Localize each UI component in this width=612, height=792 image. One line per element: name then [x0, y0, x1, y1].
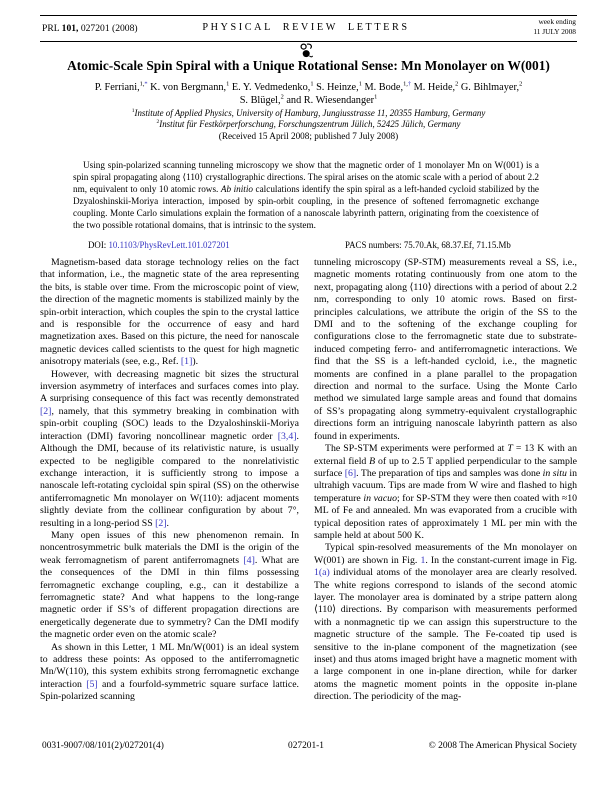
column-left	[40, 257, 299, 727]
author-line-2: S. Blügel,$^2$ and R. Wiesendanger$^1$	[239, 93, 378, 106]
link[interactable]: [3,4]	[277, 430, 297, 442]
link[interactable]: 1	[420, 554, 426, 566]
prl-ornament-icon	[0, 43, 612, 58]
journal-citation: PRL 101, 027201 (2008)	[42, 23, 138, 34]
paragraph: The SP-STM experiments were performed at T = 13 K with an external field B of up to 2.5 T applied perpendicular to the sample surface [6]. The preparation of tips and samples was done in situ in ultrahigh vacuum. Tips are made from W wire and flashed to high temperature in vacuo; for SP-STM they were then coated with ≈10 ML of Fe and annealed. Mn was evaporated from a crucible with typical deposition rates of approximately 1 ML per min with the sample held at about 500 K.	[314, 443, 577, 541]
author-line-1: P. Ferriani,$^{1,*}$ K. von Bergmann,$^1$ E. Y. Vedmedenko,$^1$ S. Heinze,$^1$ M. Bode,$^{1,\dagger}$ M. Heide,$^2$ G. Bihlmayer,$^2$	[94, 80, 523, 93]
journal-name: PHYSICAL REVIEW LETTERS	[202, 22, 410, 33]
affiliation-1: $^1$Institute of Applied Physics, University of Hamburg, Jungiusstrasse 11, 20355 Hamburg, Germany	[131, 108, 486, 118]
paragraph: As shown in this Letter, 1 ML Mn/W(001) is an ideal system to address these points: As opposed to the antiferromagnetic Mn/W(110), this system exhibits strong ferromagnetic exchange interaction [5] and a fourfold-symmetric square surface lattice. Spin-polarized scanning	[40, 641, 299, 703]
abstract: Using spin-polarized scanning tunneling microscopy we show that the magnetic order of 1 monolayer Mn on W(001) is a spin spiral propagating along ⟨110⟩ crystallographic directions. The spiral arises on the atomic scale with a period of about 2.2 nm, equivalent to only 10 atomic rows. Ab initio calculations identify the spin spiral as a left-handed cycloid stabilized by the Dzyaloshinskii-Moriya interaction, imposed by spin-orbit coupling, in the presence of softened ferromagnetic exchange coupling. Monte Carlo simulations explain the formation of a nanoscale labyrinth pattern, originating from the coexistence of the two possible rotational domains, that is intrinsic to the system.	[73, 160, 539, 230]
article-title: Atomic-Scale Spin Spiral with a Unique Rotational Sense: Mn Monolayer on W(001)	[67, 58, 550, 73]
link[interactable]: [2]	[40, 405, 52, 417]
link[interactable]: [6]	[344, 467, 357, 479]
paragraph: Magnetism-based data storage technology relies on the fact that information, i.e., the magnetic state of the area representing the bits, is stable over time. From the microscopic point of view, the direction of the magnetic moments is stabilized mainly by the spin-orbit interaction, which couples the spin to the crystal lattice and is responsible for the occurrence of easy and hard magnetization axes. Based on this picture, the need for nanoscale magnetic devices called scientists to the quest for high magnetic anisotropy materials (see, e.g., Ref. [1]).	[40, 257, 299, 368]
paragraph: However, with decreasing magnetic bit sizes the structural inversion asymmetry of interfaces and surfaces comes into play. A surprising consequence of this fact was recently demonstrated [2], namely, that this symmetry breaking in combination with spin-orbit coupling (SOC) leads to the Dzyaloshinskii-Moriya interaction (DMI) favoring noncollinear magnetic order [3,4]. Although the DMI, because of its relativistic nature, is usually expected to be negligible compared to the nonrelativistic exchange interaction, it is sufficiently strong to impose a nanoscale left-rotating cycloidal spin spiral (SS) on the otherwise antiferromagnetic Mn monolayer on W(110): adjacent moments slightly deviate from the collinear configuration by about 7°, resulting in a long-period SS [2].	[40, 368, 299, 529]
paragraph: Typical spin-resolved measurements of the Mn monolayer on W(001) are shown in Fig. 1. In the constant-current image in Fig. 1(a) individual atoms of the monolayer area are clearly resolved. The white regions correspond to islands of the second atomic layer. The monolayer area is dominated by a stripe pattern along ⟨110⟩ directions. By comparison with measurements performed with a nonmagnetic tip we can assign this superstructure to the magnetic structure of the sample. The Fe-coated tip used is sensitive to the in-plane component of the magnetization (see inset) and thus atoms imaged bright have a magnetic moment with a large component in one in-plane direction, while for darker atoms the magnetic moment points in the opposite in-plane direction. The periodicity of the mag-	[314, 542, 577, 703]
author-list	[40, 82, 577, 107]
issue-date-line2: 11 JULY 2008	[533, 26, 576, 36]
link[interactable]: [5]	[86, 678, 98, 690]
link[interactable]: [1]	[180, 356, 193, 368]
pacs-line: PACS numbers: 75.70.Ak, 68.37.Ef, 71.15.Mb	[345, 240, 511, 250]
doi-line: DOI: 10.1103/PhysRevLett.101.027201	[88, 240, 230, 250]
paragraph: Many open issues of this new phenomenon remain. In noncentrosymmetric bulk materials the DMI is the origin of the weak ferromagnetism of parent antiferromagnets [4]. What are the consequences of the DMI in thin films possessing ferromagnetic exchange coupling, e.g., can it destabilize a ferromagnetic state? And what happens to the long-range magnetic order if SS’s of different propagation directions are energetically degenerate due to symmetry? Can the DMI modify the magnetic order even on the atomic scale?	[40, 529, 299, 641]
footer-issn: 0031-9007/08/101(2)/027201(4)	[42, 741, 164, 751]
footer-copyright: © 2008 The American Physical Society	[428, 741, 577, 751]
footer-page-number: 027201-1	[288, 741, 324, 751]
link[interactable]: [4]	[243, 554, 255, 566]
affiliations	[40, 108, 577, 130]
issue-date	[533, 17, 576, 36]
link[interactable]: 1(a)	[314, 567, 330, 579]
link[interactable]: †	[407, 80, 412, 88]
issue-date-line1: week ending	[538, 17, 576, 26]
link[interactable]: 10.1103/PhysRevLett.101.027201	[108, 240, 230, 250]
paragraph: tunneling microscopy (SP-STM) measurements reveal a SS, i.e., magnetic moments rotating continuously from one atom to the next, propagating along ⟨110⟩ directions with a period of about 2.2 nm, corresponding to only 10 atomic rows. Based on first-principles calculations, we attribute the origin of the SS to the DMI and to the softening of the exchange coupling for configurations close to the ferromagnetic state due to substrate-induced competing ferro- and antiferromagnetic interactions. We find that the SS is a left-handed cycloid, i.e., the magnetic moments are confined in a plane parallel to the propagation direction and normal to the surface. Using the Monte Carlo method we simulated large sample areas and found that domains of SS’s propagating along symmetry-equivalent crystallographic directions form an intriguing nanoscale labyrinth pattern as also found in experiments.	[314, 257, 577, 442]
received-date: (Received 15 April 2008; published 7 July 2008)	[218, 131, 399, 141]
header-rule-bottom	[40, 41, 577, 42]
link[interactable]: [2]	[155, 517, 167, 529]
affiliation-2: $^2$Institut für Festkörperforschung, Forschungszentrum Jülich, 52425 Jülich, Germany	[156, 119, 461, 129]
link[interactable]: *	[144, 80, 148, 88]
header-rule-top	[40, 15, 577, 16]
column-right	[314, 257, 577, 727]
